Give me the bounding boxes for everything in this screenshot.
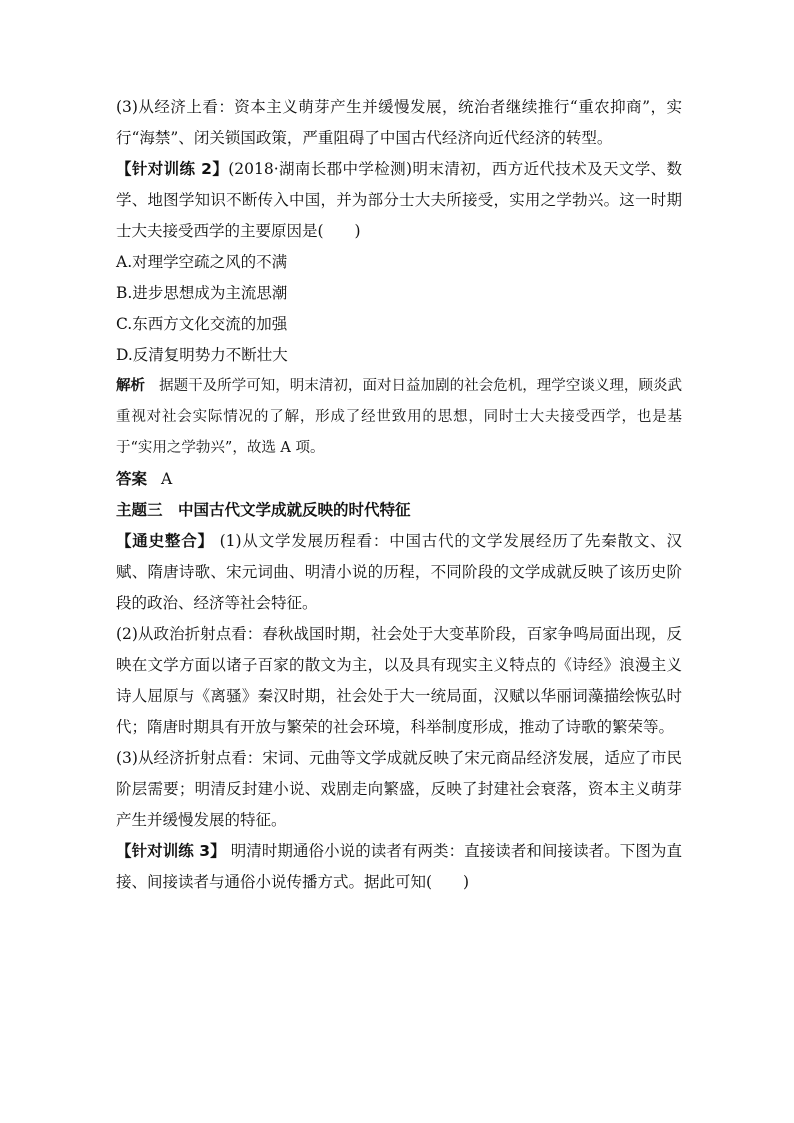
training-3-label: 【针对训练 3】	[116, 842, 226, 860]
training-2-stem: 明末清初，西方近代技术及天文学、数学、地图学知识不断传入中国，并为部分士大夫所接受，实用之学勃兴。这一时期士大夫接受西学的主要原因是( )	[116, 160, 682, 240]
analysis-label: 解析	[116, 378, 146, 394]
document-page	[116, 92, 682, 898]
option-a: A.对理学空疏之风的不满	[116, 253, 288, 271]
integration-paragraph-1	[116, 526, 682, 619]
training-3-question	[116, 836, 682, 898]
option-c: C.东西方文化交流的加强	[116, 315, 288, 333]
analysis-paragraph	[116, 371, 682, 464]
integration-paragraph-2: (2)从政治折射点看：春秋战国时期，社会处于大变革阶段，百家争鸣局面出现，反映在文学方面以诸子百家的散文为主，以及具有现实主义特点的《诗经》浪漫主义诗人屈原与《离骚》秦汉时期，社会处于大一统局面，汉赋以华丽词藻描绘恢弘时代；隋唐时期具有开放与繁荣的社会环境，科举制度形成，推动了诗歌的繁荣等。	[116, 625, 682, 736]
integration-label: 【通史整合】	[116, 532, 214, 550]
training-3-stem: 明清时期通俗小说的读者有两类：直接读者和间接读者。下图为直接、间接读者与通俗小说传播方式。据此可知( )	[116, 842, 682, 891]
theme-3-title: 主题三 中国古代文学成就反映的时代特征	[116, 501, 411, 519]
option-d: D.反清复明势力不断壮大	[116, 346, 288, 364]
analysis-text: 据题干及所学可知，明末清初，面对日益加剧的社会危机，理学空谈义理，顾炎武重视对社会实际情况的了解，形成了经世致用的思想，同时士大夫接受西学，也是基于“实用之学勃兴”，故选 A 项。	[116, 378, 683, 456]
economic-view-paragraph: (3)从经济上看：资本主义萌芽产生并缓慢发展，统治者继续推行“重农抑商”，实行“海禁”、闭关锁国政策，严重阻碍了中国古代经济向近代经济的转型。	[116, 98, 682, 147]
answer-line	[116, 464, 682, 495]
integration-text-1: (1)从文学发展历程看：中国古代的文学发展经历了先秦散文、汉赋、隋唐诗歌、宋元词曲、明清小说的历程，不同阶段的文学成就反映了该历史阶段的政治、经济等社会特征。	[116, 532, 682, 612]
training-2-label: 【针对训练 2】	[116, 160, 229, 178]
training-2-source: (2018·湖南长郡中学检测)	[228, 160, 413, 178]
training-2-question	[116, 154, 682, 247]
integration-paragraph-3: (3)从经济折射点看：宋词、元曲等文学成就反映了宋元商品经济发展，适应了市民阶层需要；明清反封建小说、戏剧走向繁盛，反映了封建社会衰落，资本主义萌芽产生并缓慢发展的特征。	[116, 749, 682, 829]
option-b: B.进步思想成为主流思潮	[116, 284, 288, 302]
answer-value: A	[161, 470, 173, 488]
answer-label: 答案	[116, 470, 148, 488]
